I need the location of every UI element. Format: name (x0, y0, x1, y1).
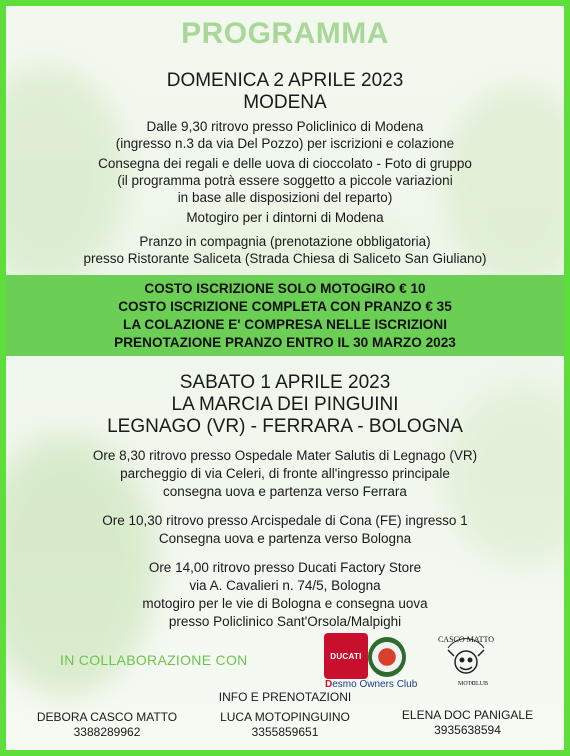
section2-event: LA MARCIA DEI PINGUINI (171, 394, 399, 415)
contact-elena: ELENA DOC PANIGALE 3935638594 (401, 708, 534, 737)
section2-line: consegna uova e partenza verso Ferrara (163, 484, 407, 499)
cost-banner (6, 275, 564, 356)
section2-line: Ore 10,30 ritrovo presso Arcispedale di Cona (FE) ingresso 1 (102, 513, 468, 528)
cost-line: COSTO ISCRIZIONE SOLO MOTOGIRO € 10 (144, 281, 426, 296)
section1-line: Pranzo in compagnia (prenotazione obbligatoria) (139, 234, 431, 249)
section2-line: Ore 8,30 ritrovo presso Ospedale Mater Salutis di Legnago (VR) (92, 448, 478, 463)
desmo-club-logo (368, 637, 406, 677)
section2-line: parcheggio di via Celeri, di fronte all'ingresso principale (120, 466, 450, 481)
section2-line: presso Policlinico Sant'Orsola/Malpighi (168, 614, 402, 629)
svg-text:CLUB: CLUB (472, 681, 489, 687)
ducati-logo (324, 633, 368, 679)
section2-route: LEGNAGO (VR) - FERRARA - BOLOGNA (107, 416, 463, 437)
section1-line: presso Ristorante Saliceta (Strada Chiesa di Saliceto San Giuliano) (83, 251, 487, 266)
section1-line: Dalle 9,30 ritrovo presso Policlinico di Modena (146, 119, 424, 134)
section2-line: via A. Cavalieri n. 74/5, Bologna (189, 578, 381, 593)
contact-luca: LUCA MOTOPINGUINO 3355859651 (220, 710, 350, 739)
ducati-logo-text: DUCATI (330, 651, 362, 661)
section2-line: Ore 14,00 ritrovo presso Ducati Factory Store (148, 560, 422, 575)
cost-line: PRENOTAZIONE PRANZO ENTRO IL 30 MARZO 2023 (114, 335, 456, 350)
section1-line: in base alle disposizioni del reparto) (177, 190, 393, 205)
section1-city: MODENA (243, 92, 327, 113)
cost-line: LA COLAZIONE E' COMPRESA NELLE ISCRIZIONI (123, 317, 447, 332)
section1-line: Motogiro per i dintorni di Modena (186, 210, 384, 225)
section2-line: motogiro per le vie di Bologna e consegna uova (142, 596, 428, 611)
casco-matto-logo (436, 630, 496, 690)
page-title: PROGRAMMA (181, 17, 389, 50)
svg-text:MOTO: MOTO (458, 681, 476, 687)
desmo-owners-club-caption: Desmo Owners Club (325, 679, 418, 690)
info-header: INFO E PRENOTAZIONI (218, 690, 352, 704)
section1-date: DOMENICA 2 APRILE 2023 (166, 70, 404, 91)
section1-line: (ingresso n.3 da via Del Pozzo) per iscrizioni e colazione (115, 136, 455, 151)
cost-line: COSTO ISCRIZIONE COMPLETA CON PRANZO € 35 (118, 299, 452, 314)
section2-date: SABATO 1 APRILE 2023 (179, 372, 391, 393)
collab-label: IN COLLABORAZIONE CON (60, 652, 248, 668)
svg-text:CASCO MATTO: CASCO MATTO (437, 635, 495, 644)
section1-line: (il programma potrà essere soggetto a piccole variazioni (117, 173, 453, 188)
section2-line: Consegna uova e partenza verso Bologna (158, 531, 412, 546)
section1-line: Consegna dei regali e delle uova di cioccolato - Foto di gruppo (98, 156, 472, 171)
contact-debora: DEBORA CASCO MATTO 3388289962 (36, 710, 178, 739)
